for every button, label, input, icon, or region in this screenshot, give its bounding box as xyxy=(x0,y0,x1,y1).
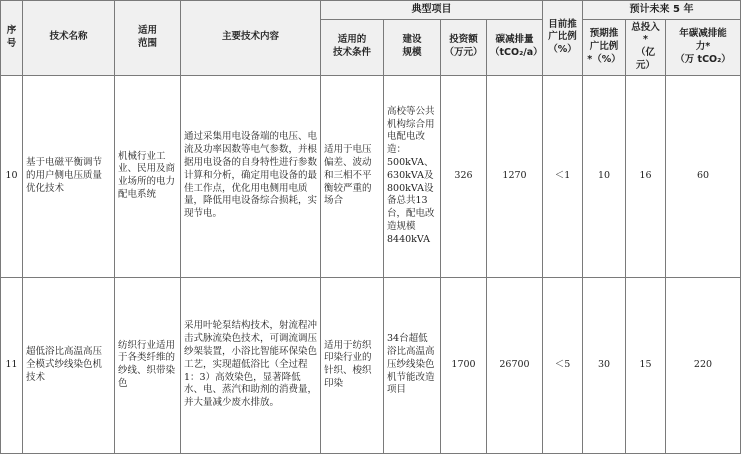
cell-investment: 326 xyxy=(441,75,487,277)
cell-conditions: 适用于纺织印染行业的针织、梭织印染 xyxy=(321,277,384,453)
cell-tech-name: 基于电磁平衡调节的用户侧电压质量优化技术 xyxy=(23,75,115,277)
header-future-5-years: 预计未来 5 年 xyxy=(583,1,741,20)
header-seq: 序 号 xyxy=(1,1,23,76)
header-investment: 投资额 （万元） xyxy=(441,19,487,75)
cell-tech-name: 超低浴比高温高压全模式纱线染色机技术 xyxy=(23,277,115,453)
cell-conditions: 适用于电压偏差、波动和三相不平衡较严重的场合 xyxy=(321,75,384,277)
cell-current-ratio: ＜1 xyxy=(543,75,583,277)
cell-scope: 纺织行业适用于各类纤维的纱线、织带染色 xyxy=(115,277,181,453)
cell-expected-ratio: 30 xyxy=(583,277,626,453)
header-conditions: 适用的 技术条件 xyxy=(321,19,384,75)
header-annual-reduction: 年碳减排能 力* （万 tCO₂） xyxy=(666,19,741,75)
cell-content: 通过采集用电设备端的电压、电流及功率因数等电气参数，并根据用电设备的自身特性进行参数计算和分析，确定用电设备的最佳工作点，优化用电侧用电质量，降低用电设备综合损耗，实现节电。 xyxy=(181,75,321,277)
cell-scale: 高校等公共机构综合用电配电改造：500kVA、630kVA及800kVA设备总共13台，配电改造规模8440kVA xyxy=(384,75,441,277)
header-carbon-reduction: 碳减排量 （tCO₂/a） xyxy=(487,19,543,75)
header-tech-name: 技术名称 xyxy=(23,1,115,76)
table-row xyxy=(1,75,741,277)
cell-seq: 11 xyxy=(1,277,23,453)
cell-carbon-reduction: 26700 xyxy=(487,277,543,453)
cell-scale: 34台超低浴比高温高压纱线染色机节能改造项目 xyxy=(384,277,441,453)
cell-investment: 1700 xyxy=(441,277,487,453)
header-content: 主要技术内容 xyxy=(181,1,321,76)
header-typical-project: 典型项目 xyxy=(321,1,543,20)
header-scope: 适用 范围 xyxy=(115,1,181,76)
header-expected-ratio: 预期推 广比例 *（%） xyxy=(583,19,626,75)
cell-carbon-reduction: 1270 xyxy=(487,75,543,277)
header-current-ratio: 目前推 广比例 （%） xyxy=(543,1,583,76)
table-row xyxy=(1,277,741,453)
cell-annual-reduction: 60 xyxy=(666,75,741,277)
cell-content: 采用叶轮泵结构技术，射流程冲击式脉流染色技术，可调流调压纱架装置，小浴比智能环保染色工艺，实现超低浴比（全过程 1：3）高效染色，显著降低水、电、蒸汽和助剂的消费量，并大量减少废水排放。 xyxy=(181,277,321,453)
header-scale: 建设 规模 xyxy=(384,19,441,75)
cell-total-investment: 16 xyxy=(626,75,666,277)
cell-scope: 机械行业工业、民用及商业场所的电力配电系统 xyxy=(115,75,181,277)
cell-total-investment: 15 xyxy=(626,277,666,453)
cell-current-ratio: ＜5 xyxy=(543,277,583,453)
cell-annual-reduction: 220 xyxy=(666,277,741,453)
header-total-investment: 总投入 * （亿元） xyxy=(626,19,666,75)
cell-expected-ratio: 10 xyxy=(583,75,626,277)
cell-seq: 10 xyxy=(1,75,23,277)
